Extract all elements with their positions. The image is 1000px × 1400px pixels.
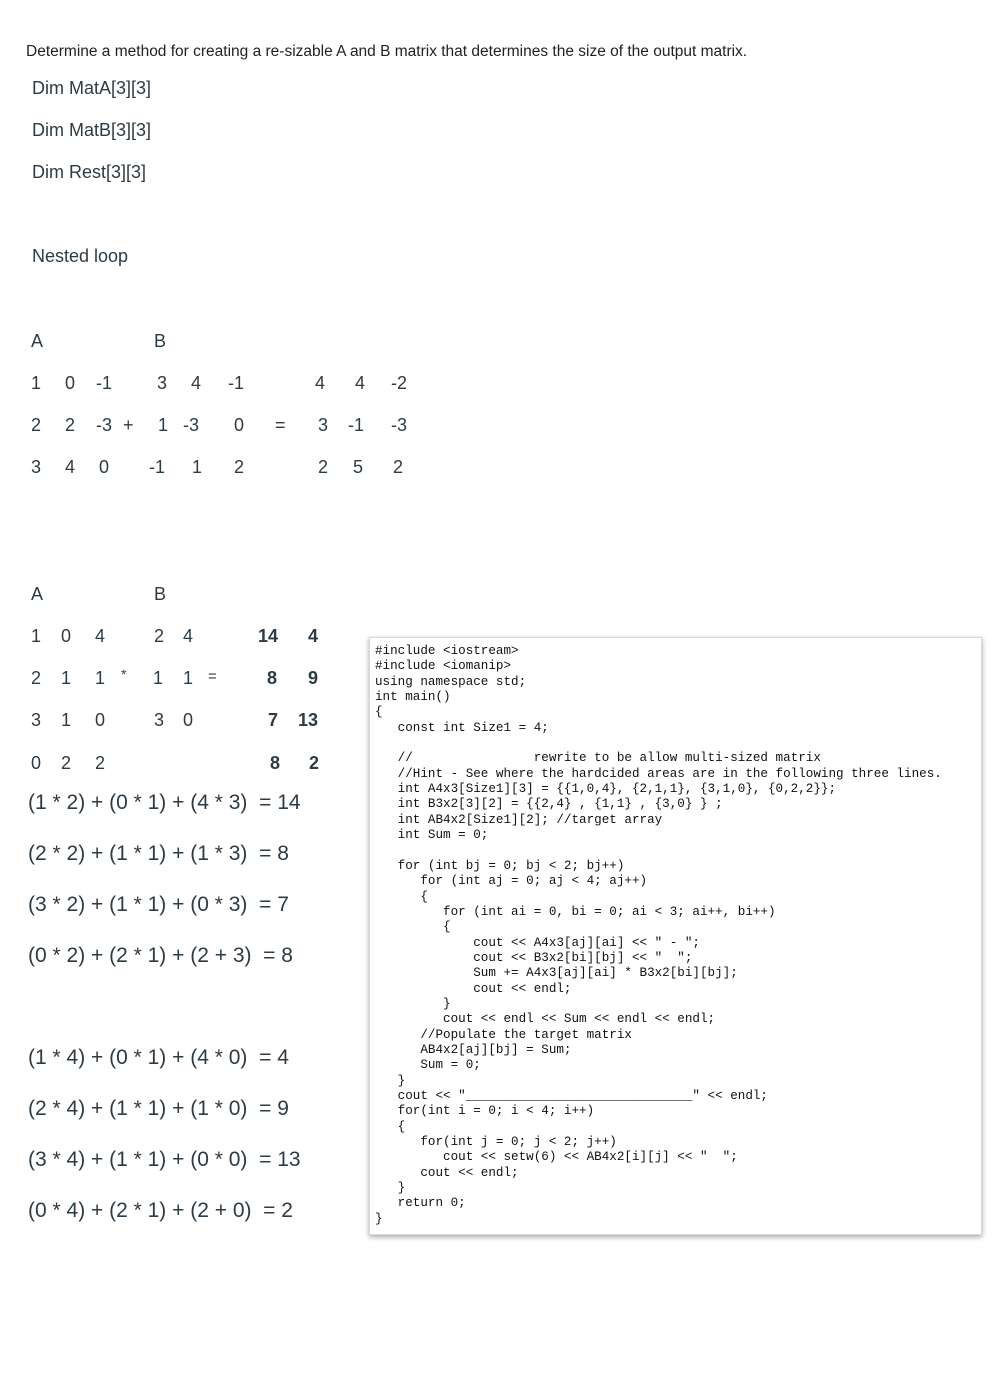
add-result-cell: -3: [391, 415, 408, 435]
multiply-operator: *: [121, 666, 127, 682]
equation-line: (0 * 4) + (2 * 1) + (2 + 0) = 2: [28, 1199, 293, 1222]
add-result-cell: 2: [318, 457, 329, 477]
code-line: for(int i = 0; i < 4; i++): [375, 1104, 595, 1119]
matrix-b-label: B: [154, 331, 167, 351]
equation-line: (2 * 4) + (1 * 1) + (1 * 0) = 9: [28, 1097, 289, 1120]
add-a-cell: 0: [99, 457, 110, 477]
code-line: Sum += A4x3[aj][ai] * B3x2[bi][bj];: [375, 966, 738, 981]
mul-a-cell: 2: [61, 753, 72, 773]
question-prompt: Determine a method for creating a re-sizable A and B matrix that determines the size of the output matrix.: [26, 43, 748, 60]
code-line: const int Size1 = 4;: [375, 720, 549, 735]
mul-a-cell: 1: [31, 626, 42, 646]
mul-b-cell: 2: [154, 626, 165, 646]
code-line: int Sum = 0;: [375, 828, 489, 843]
add-result-cell: 5: [353, 457, 364, 477]
mul-a-cell: 0: [61, 626, 72, 646]
add-result-cell: 2: [393, 457, 404, 477]
mul-a-cell: 0: [31, 753, 42, 773]
mul-result-cell: 8: [270, 753, 281, 773]
add-a-cell: -1: [96, 373, 113, 393]
mul-b-cell: 0: [183, 710, 194, 730]
plus-operator: +: [123, 415, 134, 435]
add-b-cell: 3: [157, 373, 168, 393]
code-line: }: [375, 1181, 406, 1196]
mul-b-cell: 3: [154, 710, 165, 730]
code-line: cout << B3x2[bi][bj] << " ";: [375, 950, 693, 965]
mul-result-cell: 13: [298, 710, 319, 730]
code-listing: [375, 644, 942, 1227]
add-result-cell: -1: [348, 415, 365, 435]
mul-result-cell: 4: [308, 626, 319, 646]
code-line: int A4x3[Size1][3] = {{1,0,4}, {2,1,1}, {3,1,0}, {0,2,2}};: [375, 782, 837, 797]
code-line: int main(): [375, 690, 451, 705]
code-listing-panel: [369, 637, 982, 1235]
equation-line: (1 * 4) + (0 * 1) + (4 * 0) = 4: [28, 1046, 289, 1069]
mul-a-cell: 1: [61, 668, 72, 688]
add-result-cell: 4: [355, 373, 366, 393]
add-a-cell: 1: [31, 373, 42, 393]
equation-line: (3 * 2) + (1 * 1) + (0 * 3) = 7: [28, 893, 289, 916]
add-a-cell: 2: [31, 415, 42, 435]
add-a-cell: 4: [65, 457, 76, 477]
add-result-cell: -2: [391, 373, 408, 393]
mul-b-cell: 4: [183, 626, 194, 646]
add-b-cell: 1: [192, 457, 203, 477]
code-line: int B3x2[3][2] = {{2,4} , {1,1} , {3,0} } ;: [375, 797, 723, 812]
add-b-cell: -3: [183, 415, 200, 435]
add-a-cell: 2: [65, 415, 76, 435]
mul-result-cell: 9: [308, 668, 319, 688]
matrix-a-label: A: [31, 331, 44, 351]
add-b-cell: -1: [149, 457, 166, 477]
mul-b-cell: 1: [183, 668, 194, 688]
code-line: {: [375, 1119, 406, 1134]
code-line: //Populate the target matrix: [375, 1027, 632, 1042]
code-line: for (int bj = 0; bj < 2; bj++): [375, 858, 625, 873]
code-line: {: [375, 920, 451, 935]
code-line: int AB4x2[Size1][2]; //target array: [375, 812, 663, 827]
code-line: }: [375, 996, 451, 1011]
add-b-cell: -1: [228, 373, 245, 393]
mul-result-cell: 14: [258, 626, 279, 646]
equation-line: (2 * 2) + (1 * 1) + (1 * 3) = 8: [28, 842, 289, 865]
code-line: {: [375, 889, 428, 904]
code-line: for(int j = 0; j < 2; j++): [375, 1135, 617, 1149]
code-line: using namespace std;: [375, 674, 527, 689]
code-line: cout << A4x3[aj][ai] << " - ";: [375, 935, 700, 950]
mul-a-cell: 2: [95, 753, 106, 773]
equation-line: (0 * 2) + (2 * 1) + (2 + 3) = 8: [28, 944, 293, 967]
dim-mat-b: Dim MatB[3][3]: [32, 120, 152, 140]
code-line: // rewrite to be allow multi-sized matrix: [375, 751, 821, 766]
code-line: cout << endl << Sum << endl << endl;: [375, 1012, 716, 1027]
equals-operator: =: [208, 668, 217, 685]
code-line: cout << "______________________________" << endl;: [375, 1088, 768, 1103]
add-b-cell: 4: [191, 373, 202, 393]
code-line: #include <iostream>: [375, 644, 519, 658]
add-b-cell: 0: [234, 415, 245, 435]
code-line: cout << setw(6) << AB4x2[i][j] << " ";: [375, 1150, 738, 1165]
matrix-a-label: A: [31, 584, 44, 604]
mul-a-cell: 2: [31, 668, 42, 688]
mul-result-cell: 2: [309, 753, 320, 773]
add-a-cell: 3: [31, 457, 42, 477]
mul-result-cell: 7: [268, 710, 279, 730]
code-line: [375, 843, 942, 858]
code-line: AB4x2[aj][bj] = Sum;: [375, 1042, 572, 1057]
code-line: }: [375, 1073, 406, 1088]
add-result-cell: 4: [315, 373, 326, 393]
mul-b-cell: 1: [153, 668, 164, 688]
code-line: //Hint - See where the hardcided areas are in the following three lines.: [375, 766, 942, 781]
mul-a-cell: 0: [95, 710, 106, 730]
equals-operator: =: [275, 415, 286, 435]
mul-a-cell: 1: [95, 668, 106, 688]
matrix-b-label: B: [154, 584, 167, 604]
code-line: for (int aj = 0; aj < 4; aj++): [375, 874, 648, 889]
code-line: {: [375, 705, 383, 720]
code-line: cout << endl;: [375, 1165, 519, 1180]
code-line: [375, 736, 942, 751]
add-a-cell: 0: [65, 373, 76, 393]
mul-a-cell: 4: [95, 626, 106, 646]
add-result-cell: 3: [318, 415, 329, 435]
mul-result-cell: 8: [267, 668, 278, 688]
equation-line: (3 * 4) + (1 * 1) + (0 * 0) = 13: [28, 1148, 301, 1171]
mul-a-cell: 3: [31, 710, 42, 730]
nested-loop-label: Nested loop: [32, 246, 129, 266]
code-line: return 0;: [375, 1196, 466, 1211]
mul-a-cell: 1: [61, 710, 72, 730]
add-a-cell: -3: [96, 415, 113, 435]
equation-line: (1 * 2) + (0 * 1) + (4 * 3) = 14: [28, 791, 301, 814]
code-line: for (int ai = 0, bi = 0; ai < 3; ai++, bi++): [375, 904, 776, 919]
code-line: Sum = 0;: [375, 1058, 481, 1073]
dim-rest: Dim Rest[3][3]: [32, 162, 147, 182]
code-line: }: [375, 1211, 383, 1226]
code-line: cout << endl;: [375, 981, 572, 996]
code-line: #include <iomanip>: [375, 659, 512, 674]
add-b-cell: 1: [158, 415, 169, 435]
add-b-cell: 2: [234, 457, 245, 477]
dim-mat-a: Dim MatA[3][3]: [32, 78, 152, 98]
